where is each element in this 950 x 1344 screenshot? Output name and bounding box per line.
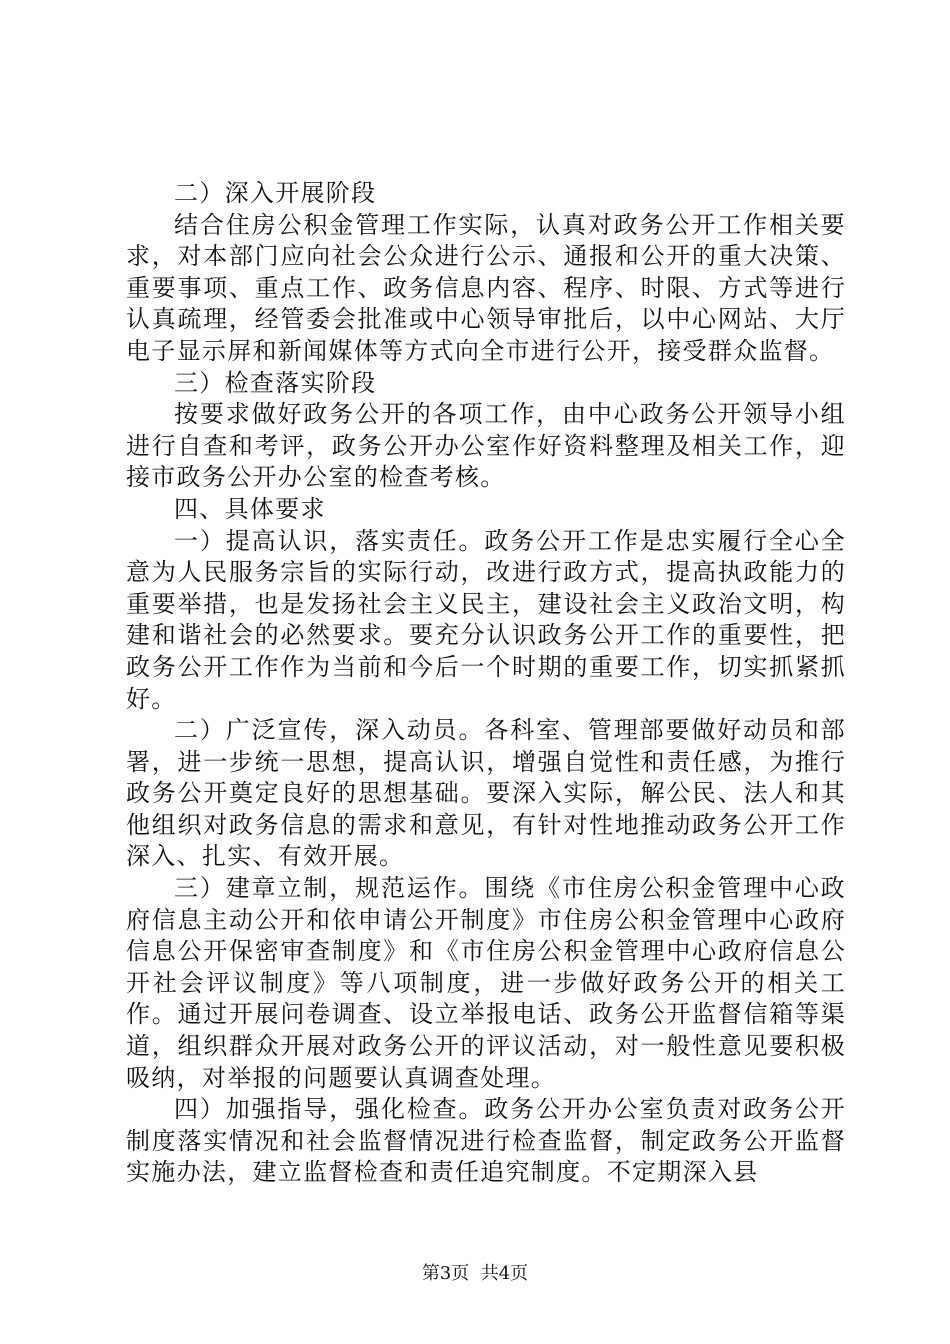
- paragraph-stage-2-content: 结合住房公积金管理工作实际，认真对政务公开工作相关要求，对本部门应向社会公众进行公示、通报和公开的重大决策、重要事项、重点工作、政务信息内容、程序、时限、方式等进行认真疏理，经管委会批准或中心领导审批后，以中心网站、大厅电子显示屏和新闻媒体等方式向全市进行公开，接受群众监督。: [126, 210, 846, 365]
- paragraph-stage-3-content: 按要求做好政务公开的各项工作，由中心政务公开领导小组进行自查和考评，政务公开办公室作好资料整理及相关工作，迎接市政务公开办公室的检查考核。: [126, 400, 846, 492]
- section-heading-stage-3: 三）检查落实阶段: [174, 368, 377, 397]
- document-body: [126, 178, 846, 1189]
- paragraph-requirement-1: 一）提高认识，落实责任。政务公开工作是忠实履行全心全意为人民服务宗旨的实际行动，改进行政方式，提高执政能力的重要举措，也是发扬社会主义民主，建设社会主义政治文明，构建和谐社会的必然要求。要充分认识政务公开工作的重要性，把政务公开工作作为当前和今后一个时期的重要工作，切实抓紧抓好。: [126, 526, 846, 713]
- page-footer: [0, 1262, 950, 1286]
- paragraph-requirement-3: 三）建章立制，规范运作。围绕《市住房公积金管理中心政府信息主动公开和依申请公开制度》市住房公积金管理中心政府信息公开保密审查制度》和《市住房公积金管理中心政府信息公开社会评议制度》等八项制度，进一步做好政务公开的相关工作。通过开展问卷调查、设立举报电话、政务公开监督信箱等渠道，组织群众开展对政务公开的评议活动，对一般性意见要积极吸纳，对举报的问题要认真调查处理。: [126, 874, 846, 1092]
- paragraph-requirement-4: 四）加强指导，强化检查。政务公开办公室负责对政务公开制度落实情况和社会监督情况进行检查监督，制定政务公开监督实施办法，建立监督检查和责任追究制度。不定期深入县: [126, 1095, 846, 1187]
- page-number: 第3页 共4页: [421, 1263, 529, 1284]
- section-heading-requirements: 四、具体要求: [174, 494, 326, 523]
- paragraph-requirement-2: 二）广泛宣传，深入动员。各科室、管理部要做好动员和部署，进一步统一思想，提高认识，增强自觉性和责任感，为推行政务公开奠定良好的思想基础。要深入实际，解公民、法人和其他组织对政务信息的需求和意见，有针对性地推动政务公开工作深入、扎实、有效开展。: [126, 716, 846, 871]
- section-heading-stage-2: 二）深入开展阶段: [174, 179, 377, 207]
